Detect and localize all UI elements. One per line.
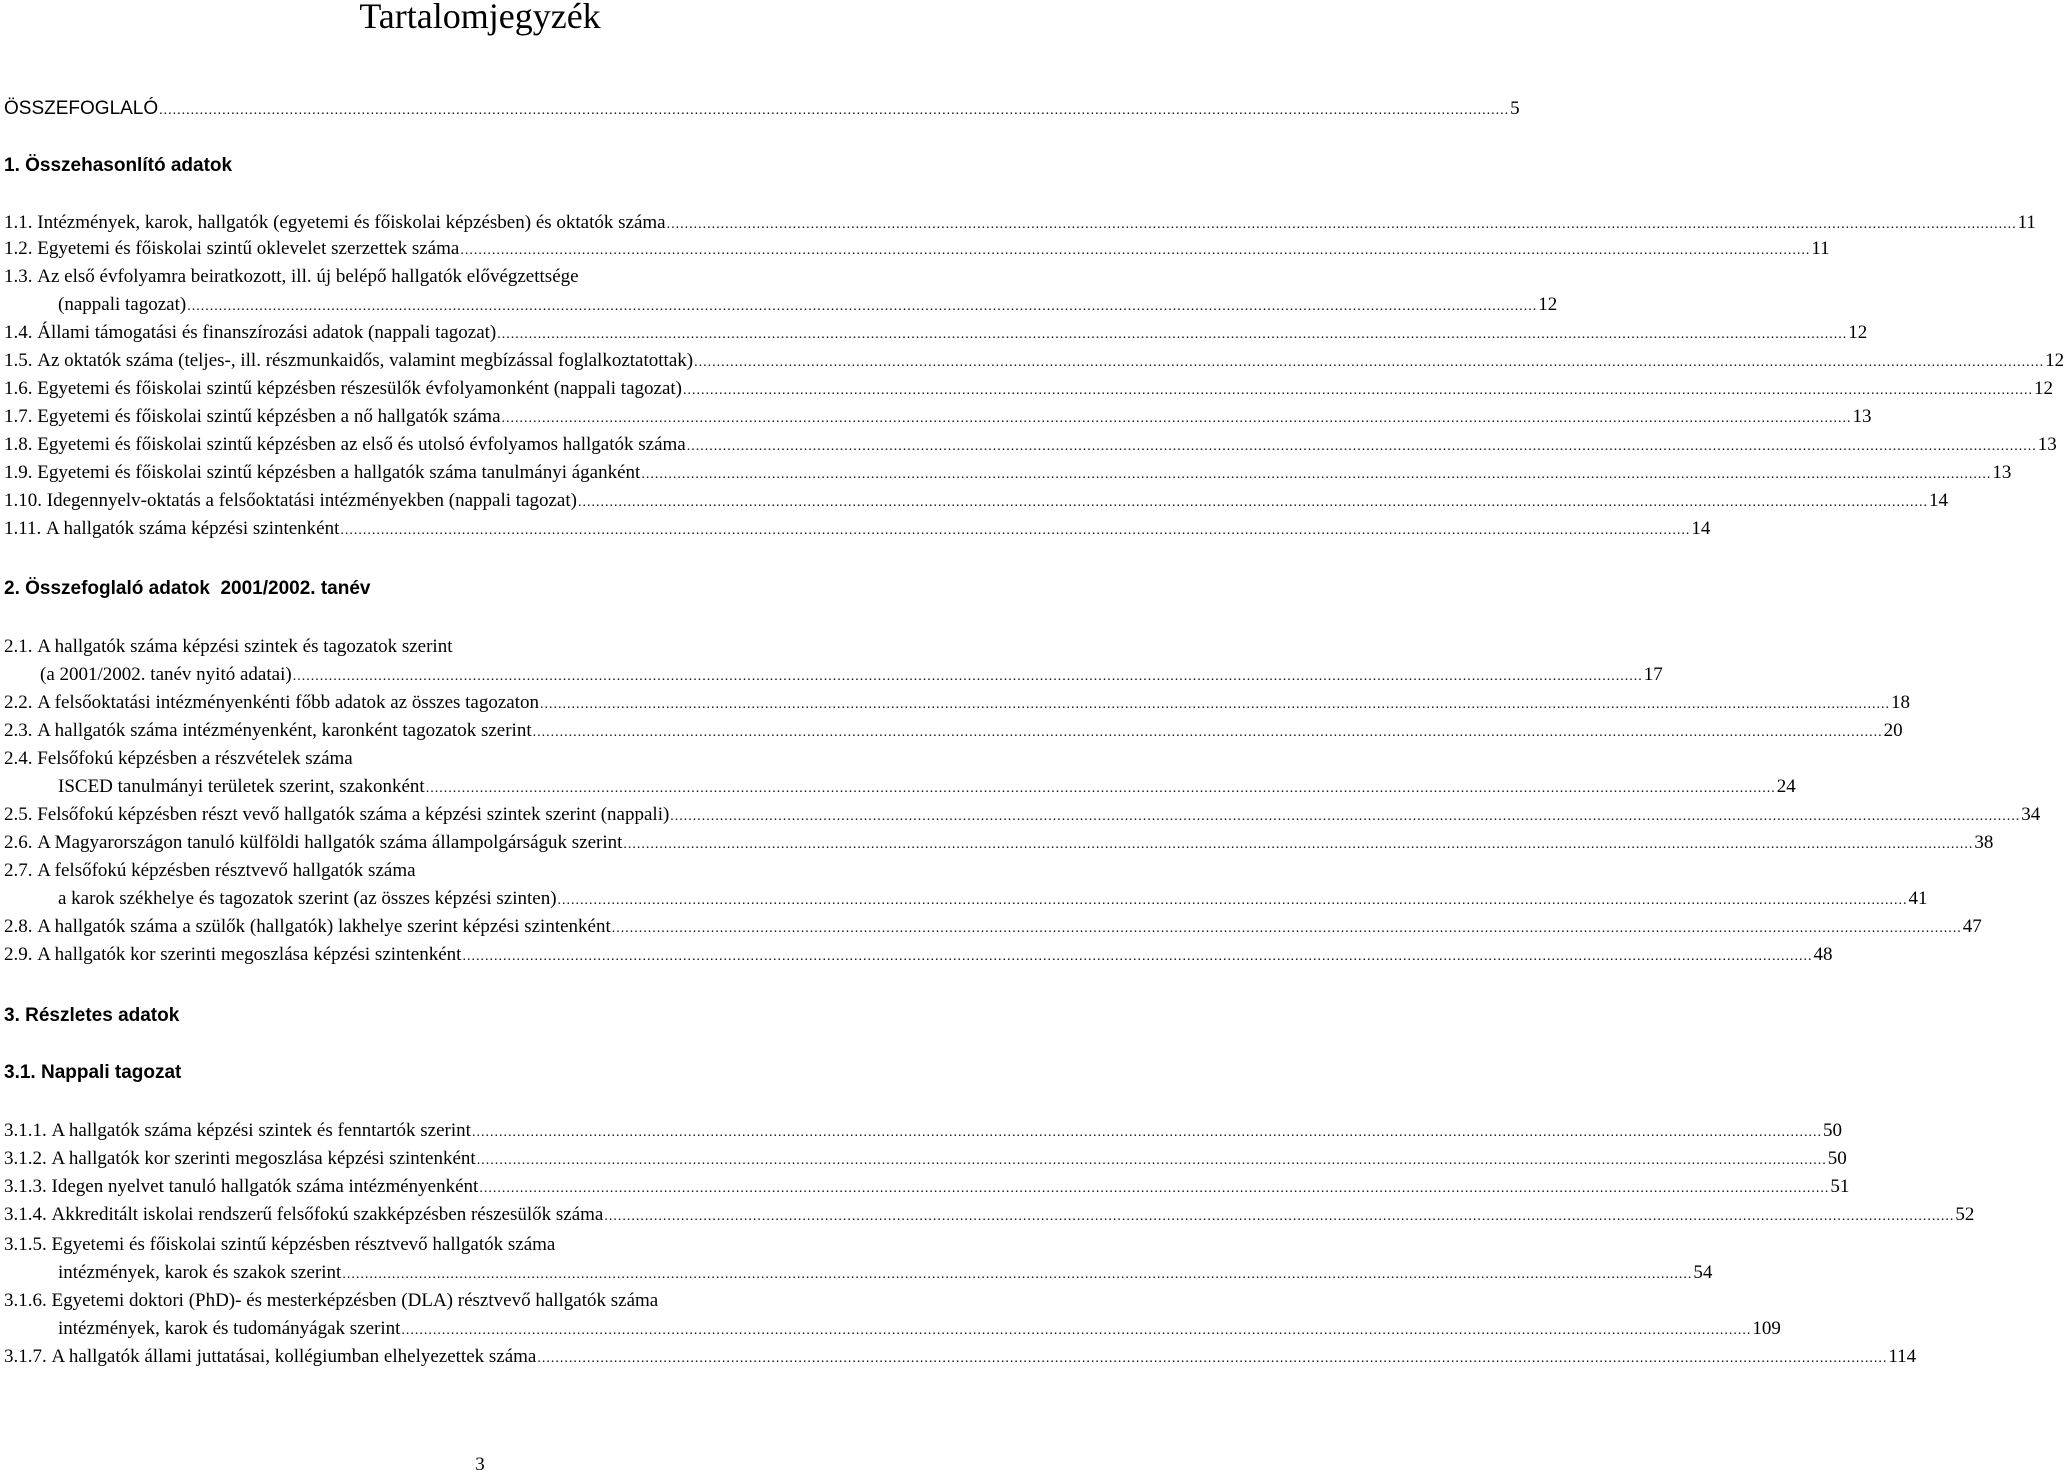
toc-entry-text: Az oktatók száma (teljes-, ill. részmunkaidős, valamint megbízással foglalkoztatottak) <box>37 350 694 371</box>
toc-entry-number: 3.1.3. <box>4 1176 47 1197</box>
toc-entry-text: Akkreditált iskolai rendszerű felsőfokú szakképzésben részesülők száma <box>51 1204 604 1225</box>
toc-leader-dots: ............................................................................................................................................................................................................................................................................................................ <box>537 1351 1888 1366</box>
toc-entry-page: 54 <box>1693 1262 1713 1283</box>
toc-entry[interactable] <box>4 460 2012 488</box>
page-title: Tartalomjegyzék <box>359 0 601 36</box>
toc-entry-page: 50 <box>1827 1148 1847 1169</box>
toc-entry[interactable] <box>4 802 2041 830</box>
toc-entry[interactable] <box>4 1344 1917 1372</box>
toc-leader-dots: ............................................................................................................................................................................................................................................................................................................ <box>557 893 1908 908</box>
toc-entry-number: 2.7. <box>4 860 33 881</box>
toc-entry-page: 12 <box>2033 378 2053 399</box>
toc-leader-dots: ............................................................................................................................................................................................................................................................................................................ <box>694 355 2045 370</box>
toc-entry-text: Egyetemi és főiskolai szintű képzésben a hallgatók száma tanulmányi áganként <box>37 462 641 483</box>
toc-entry-number: 3.1.4. <box>4 1204 47 1225</box>
toc-leader-dots: ............................................................................................................................................................................................................................................................................................................ <box>666 217 2017 232</box>
toc-entry-number: 2.6. <box>4 832 33 853</box>
toc-entry-number: 3.1.6. <box>4 1290 47 1311</box>
toc-entry-text: ÖSSZEFOGLALÓ <box>4 98 159 119</box>
toc-leader-dots: ............................................................................................................................................................................................................................................................................................................ <box>476 1153 1827 1168</box>
toc-entry[interactable] <box>4 210 2036 238</box>
toc-entry-number: 1.2. <box>4 238 33 259</box>
toc-leader-dots: ............................................................................................................................................................................................................................................................................................................ <box>497 327 1848 342</box>
toc-entry-page: 51 <box>1830 1176 1850 1197</box>
section-heading-2: 2. Összefoglaló adatok 2001/2002. tanév <box>4 578 371 599</box>
toc-entry-page: 11 <box>2017 212 2036 233</box>
toc-leader-dots: ............................................................................................................................................................................................................................................................................................................ <box>532 725 1883 740</box>
toc-entry-page: 38 <box>1974 832 1994 853</box>
toc-leader-dots: ............................................................................................................................................................................................................................................................................................................ <box>670 809 2021 824</box>
toc-leader-dots: ............................................................................................................................................................................................................................................................................................................ <box>501 411 1852 426</box>
section-heading-3: 3. Részletes adatok <box>4 1005 180 1026</box>
page-number: 3 <box>475 1454 485 1475</box>
toc-entry[interactable] <box>4 236 1830 264</box>
toc-leader-dots: ............................................................................................................................................................................................................................................................................................................ <box>611 921 1962 936</box>
toc-entry-page: 12 <box>2045 350 2064 371</box>
toc-entry-text[interactable] <box>4 634 452 660</box>
toc-entry-number: 1.1. <box>4 212 33 233</box>
toc-entry-text[interactable] <box>4 746 353 772</box>
toc-entry-page: 5 <box>1510 98 1520 119</box>
toc-entry-page: 13 <box>1992 462 2012 483</box>
toc-entry-text-line1: Felsőfokú képzésben a részvételek száma <box>37 748 353 769</box>
toc-entry[interactable] <box>4 488 1948 516</box>
toc-leader-dots: ............................................................................................................................................................................................................................................................................................................ <box>471 1125 1822 1140</box>
toc-entry-text[interactable] <box>4 1232 555 1258</box>
toc-entry-number: 1.3. <box>4 266 33 287</box>
toc-entry-number: 3.1.7. <box>4 1346 47 1367</box>
toc-entry-number: 1.7. <box>4 406 33 427</box>
toc-entry-number: 3.1.1. <box>4 1120 47 1141</box>
toc-entry-text-continuation: a karok székhelye és tagozatok szerint (az összes képzési szinten) <box>58 888 557 909</box>
toc-entry-text-continuation: intézmények, karok és tudományágak szerint <box>58 1318 401 1339</box>
toc-entry-number: 2.1. <box>4 636 33 657</box>
toc-entry-text-continuation: (nappali tagozat) <box>58 294 187 315</box>
toc-entry-number: 2.2. <box>4 692 33 713</box>
toc-entry[interactable] <box>4 348 2064 376</box>
toc-entry-page: 24 <box>1776 776 1796 797</box>
toc-leader-dots: ............................................................................................................................................................................................................................................................................................................ <box>340 523 1691 538</box>
toc-leader-dots: ............................................................................................................................................................................................................................................................................................................ <box>342 1267 1693 1282</box>
toc-entry-page: 13 <box>2037 434 2057 455</box>
toc-entry[interactable] <box>4 376 2053 404</box>
toc-entry[interactable] <box>58 292 1558 320</box>
toc-entry-number: 2.3. <box>4 720 33 741</box>
toc-entry[interactable] <box>4 1174 1850 1202</box>
toc-leader-dots: ............................................................................................................................................................................................................................................................................................................ <box>425 781 1776 796</box>
toc-entry-text: Felsőfokú képzésben részt vevő hallgatók száma a képzési szintek szerint (nappali) <box>37 804 670 825</box>
toc-entry[interactable] <box>40 662 1663 690</box>
toc-entry-page: 14 <box>1691 518 1711 539</box>
toc-entry-text-continuation: intézmények, karok és szakok szerint <box>58 1262 342 1283</box>
toc-entry-text[interactable] <box>4 264 579 290</box>
toc-entry-page: 52 <box>1955 1204 1975 1225</box>
toc-entry-number: 1.10. <box>4 490 42 511</box>
toc-leader-dots: ............................................................................................................................................................................................................................................................................................................ <box>682 383 2033 398</box>
toc-entry[interactable] <box>58 1260 1713 1288</box>
toc-leader-dots: ............................................................................................................................................................................................................................................................................................................ <box>604 1209 1955 1224</box>
toc-entry-text: Egyetemi és főiskolai szintű oklevelet szerzettek száma <box>37 238 460 259</box>
toc-entry-text-line1: Egyetemi doktori (PhD)- és mesterképzésben (DLA) résztvevő hallgatók száma <box>51 1290 659 1311</box>
toc-entry-text: Intézmények, karok, hallgatók (egyetemi és főiskolai képzésben) és oktatók száma <box>37 212 666 233</box>
toc-entry-text: A hallgatók kor szerinti megoszlása képzési szintenként <box>37 944 462 965</box>
toc-entry-page: 20 <box>1883 720 1903 741</box>
toc-entry-text: Idegennyelv-oktatás a felsőoktatási intézményekben (nappali tagozat) <box>46 490 577 511</box>
toc-entry-text: A felsőoktatási intézményenkénti főbb adatok az összes tagozaton <box>37 692 540 713</box>
toc-entry-page: 11 <box>1811 238 1830 259</box>
toc-entry-page: 48 <box>1813 944 1833 965</box>
toc-leader-dots: ............................................................................................................................................................................................................................................................................................................ <box>577 495 1928 510</box>
toc-entry[interactable] <box>4 1202 1975 1230</box>
toc-entry-page: 12 <box>1538 294 1558 315</box>
toc-entry-text: Idegen nyelvet tanuló hallgatók száma intézményenként <box>51 1176 479 1197</box>
toc-entry-number: 2.5. <box>4 804 33 825</box>
toc-entry-number: 3.1.2. <box>4 1148 47 1169</box>
toc-entry[interactable] <box>4 914 1982 942</box>
toc-entry-text-line1: Egyetemi és főiskolai szintű képzésben résztvevő hallgatók száma <box>51 1234 556 1255</box>
toc-leader-dots: ............................................................................................................................................................................................................................................................................................................ <box>187 299 1538 314</box>
toc-leader-dots: ............................................................................................................................................................................................................................................................................................................ <box>460 243 1811 258</box>
toc-entry[interactable] <box>4 690 1911 718</box>
toc-entry-page: 50 <box>1822 1120 1842 1141</box>
toc-leader-dots: ............................................................................................................................................................................................................................................................................................................ <box>401 1323 1752 1338</box>
toc-entry[interactable] <box>4 404 1872 432</box>
toc-entry-text: Egyetemi és főiskolai szintű képzésben részesülők évfolyamonként (nappali tagozat) <box>37 378 682 399</box>
toc-entry-text-continuation: (a 2001/2002. tanév nyitó adatai) <box>40 664 292 685</box>
toc-entry-text: A hallgatók száma képzési szintenként <box>46 518 340 539</box>
toc-leader-dots: ............................................................................................................................................................................................................................................................................................................ <box>462 949 1813 964</box>
toc-entry-page: 17 <box>1643 664 1663 685</box>
toc-entry-number: 1.6. <box>4 378 33 399</box>
toc-entry-summary[interactable] <box>4 96 1520 124</box>
toc-entry-text: A hallgatók száma a szülők (hallgatók) lakhelye szerint képzési szintenként <box>37 916 611 937</box>
toc-entry[interactable] <box>4 830 1994 858</box>
toc-entry-number: 2.9. <box>4 944 33 965</box>
toc-entry-text[interactable] <box>4 1288 658 1314</box>
toc-entry-number: 1.9. <box>4 462 33 483</box>
toc-entry-page: 47 <box>1962 916 1982 937</box>
toc-entry-text: A Magyarországon tanuló külföldi hallgatók száma állampolgárságuk szerint <box>37 832 623 853</box>
toc-entry-page: 14 <box>1928 490 1948 511</box>
toc-leader-dots: ............................................................................................................................................................................................................................................................................................................ <box>159 103 1510 118</box>
toc-leader-dots: ............................................................................................................................................................................................................................................................................................................ <box>540 697 1891 712</box>
toc-entry[interactable] <box>4 718 1903 746</box>
toc-entry-page: 18 <box>1891 692 1911 713</box>
toc-entry[interactable] <box>58 1316 1781 1344</box>
toc-entry[interactable] <box>4 942 1833 970</box>
toc-entry-text: Állami támogatási és finanszírozási adatok (nappali tagozat) <box>37 322 497 343</box>
toc-entry-number: 1.11. <box>4 518 42 539</box>
toc-leader-dots: ............................................................................................................................................................................................................................................................................................................ <box>641 467 1992 482</box>
toc-entry[interactable] <box>58 774 1796 802</box>
toc-entry-page: 34 <box>2021 804 2041 825</box>
toc-entry[interactable] <box>58 886 1928 914</box>
toc-entry-text-line1: A felsőfokú képzésben résztvevő hallgatók száma <box>37 860 416 881</box>
toc-entry[interactable] <box>4 516 1711 544</box>
toc-leader-dots: ............................................................................................................................................................................................................................................................................................................ <box>686 439 2037 454</box>
toc-entry-text: A hallgatók száma intézményenként, karonként tagozatok szerint <box>37 720 532 741</box>
toc-entry-text-line1: Az első évfolyamra beiratkozott, ill. új belépő hallgatók elővégzettsége <box>37 266 579 287</box>
section-heading-1: 1. Összehasonlító adatok <box>4 155 233 176</box>
toc-entry-text: Egyetemi és főiskolai szintű képzésben az első és utolsó évfolyamos hallgatók száma <box>37 434 686 455</box>
toc-leader-dots: ............................................................................................................................................................................................................................................................................................................ <box>623 837 1974 852</box>
toc-entry-number: 2.8. <box>4 916 33 937</box>
toc-entry[interactable] <box>4 320 1868 348</box>
toc-entry[interactable] <box>4 1146 1847 1174</box>
toc-entry[interactable] <box>4 1118 1842 1146</box>
toc-leader-dots: ............................................................................................................................................................................................................................................................................................................ <box>292 669 1643 684</box>
toc-entry-text: A hallgatók állami juttatásai, kollégiumban elhelyezettek száma <box>51 1346 537 1367</box>
toc-entry[interactable] <box>4 432 2057 460</box>
toc-entry-page: 12 <box>1848 322 1868 343</box>
toc-entry-number: 1.5. <box>4 350 33 371</box>
toc-entry-number: 1.4. <box>4 322 33 343</box>
subsection-heading-3-1: 3.1. Nappali tagozat <box>4 1062 182 1083</box>
toc-entry-number: 2.4. <box>4 748 33 769</box>
toc-entry-text: A hallgatók kor szerinti megoszlása képzési szintenként <box>51 1148 476 1169</box>
toc-entry-text-line1: A hallgatók száma képzési szintek és tagozatok szerint <box>37 636 453 657</box>
toc-entry-text-continuation: ISCED tanulmányi területek szerint, szakonként <box>58 776 425 797</box>
toc-entry-text[interactable] <box>4 858 416 884</box>
toc-entry-page: 13 <box>1852 406 1872 427</box>
toc-entry-number: 3.1.5. <box>4 1234 47 1255</box>
toc-entry-page: 114 <box>1888 1346 1917 1367</box>
toc-entry-text: A hallgatók száma képzési szintek és fenntartók szerint <box>51 1120 471 1141</box>
toc-entry-page: 109 <box>1752 1318 1781 1339</box>
toc-leader-dots: ............................................................................................................................................................................................................................................................................................................ <box>479 1181 1830 1196</box>
toc-entry-text: Egyetemi és főiskolai szintű képzésben a nő hallgatók száma <box>37 406 501 427</box>
toc-entry-number: 1.8. <box>4 434 33 455</box>
toc-entry-page: 41 <box>1908 888 1928 909</box>
